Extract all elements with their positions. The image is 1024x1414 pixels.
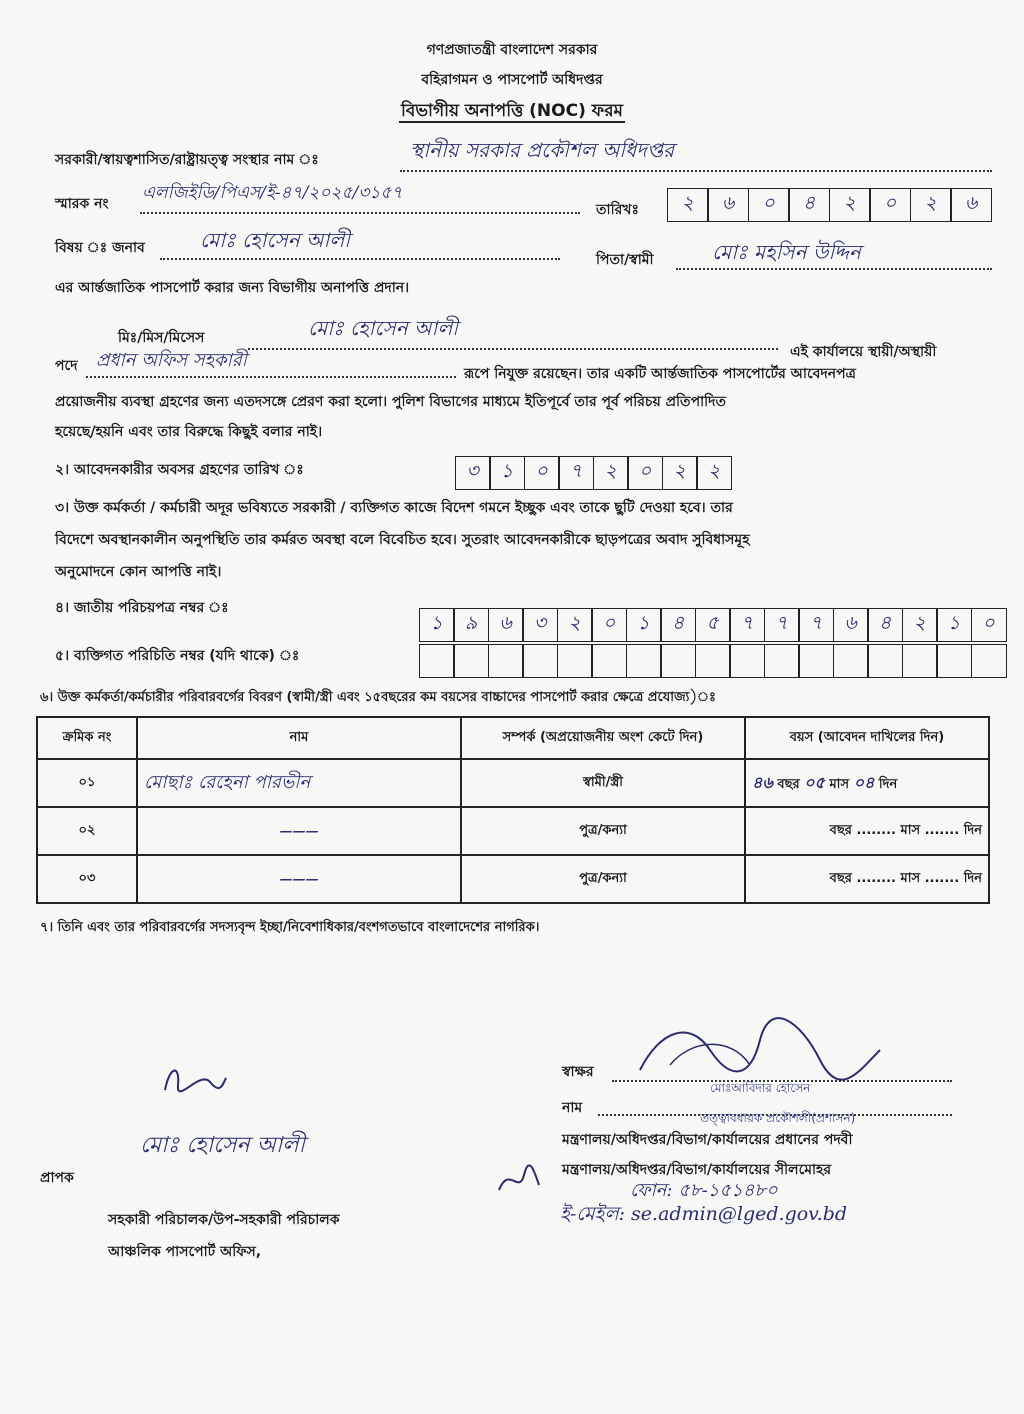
dept-heading: বহিরাগমন ও পাসপোর্ট অধিদপ্তর	[421, 72, 603, 88]
age-days: ০৪	[853, 772, 875, 792]
digit-box[interactable]: ০	[524, 456, 560, 490]
digit-box[interactable]	[453, 644, 489, 678]
office-suffix: এই কার্যালয়ে স্থায়ী/অস্থায়ী	[790, 344, 937, 360]
digit-box[interactable]: ২	[902, 608, 938, 642]
org-label: সরকারী/স্বায়ত্বশাসিত/রাষ্ট্রায়ত্ত্ব সংস্থার নাম ঃ	[55, 152, 319, 168]
digit-box[interactable]: ৬	[707, 188, 749, 222]
unit-year: বছর	[829, 822, 852, 838]
col-serial-header: ক্রমিক নং	[37, 717, 137, 759]
row-relation[interactable]: পুত্র/কন্যা	[461, 807, 745, 855]
unit-day: দিন	[963, 822, 982, 838]
email: ই-মেইল: se.admin@lged.gov.bd	[560, 1203, 848, 1225]
digit-box[interactable]	[902, 644, 938, 678]
age-months: ০৫	[804, 772, 825, 792]
digit-box[interactable]: ৩	[522, 608, 558, 642]
table-row	[37, 759, 989, 807]
digit-box[interactable]	[971, 644, 1007, 678]
family-label: ৬। উক্ত কর্মকর্তা/কর্মচারীর পরিবারবর্গের বিবরণ (স্বামী/স্ত্রী এবং ১৫বছরের কম বয়সের বাচ্চাদের পাসপোর্ট করার ক্ষেত্রে প্রযোজ্য)ঃ	[40, 690, 716, 705]
digit-box[interactable]: ১	[936, 608, 972, 642]
body-name-dotline	[248, 348, 778, 350]
pid-label: ৫। ব্যক্তিগত পরিচিতি নম্বর (যদি থাকে) ঃ	[55, 648, 300, 664]
digit-box[interactable]: ৪	[660, 608, 696, 642]
recipient-line1: সহকারী পরিচালক/উপ-সহকারী পরিচালক	[108, 1212, 340, 1228]
table-row	[37, 855, 989, 903]
phone: ফোন: ৫৮-১৫১৪৮০	[630, 1180, 778, 1201]
body-line4: হয়েছে/হয়নি এবং তার বিরুদ্ধে কিছুই বলার নাই।	[55, 424, 323, 440]
digit-box[interactable]	[798, 644, 834, 678]
father-label: পিতা/স্বামী	[596, 252, 654, 268]
digit-box[interactable]	[626, 644, 662, 678]
applicant-signature-scribble	[160, 1060, 230, 1100]
stamp-post: তত্ত্বাবধায়ক প্রকৌশলী(প্রশাসন)	[700, 1111, 856, 1125]
post-designation-label: মন্ত্রণালয়/অধিদপ্তর/বিভাগ/কার্যালয়ের প্রধানের পদবী	[562, 1132, 853, 1148]
appointed-text: রূপে নিযুক্ত রয়েছেন। তার একটি আর্ন্তজাতিক পাসপোর্টের আবেদনপত্র	[464, 366, 856, 382]
digit-box[interactable]: ০	[591, 608, 627, 642]
item3-line1: ৩। উক্ত কর্মকর্তা / কর্মচারী অদূর ভবিষ্যতে সরকারী / ব্যক্তিগত কাজে বিদেশ গমনে ইচ্ছুক এবং তাকে ছুটি দেওয়া হবে। তার	[55, 500, 733, 516]
stamp-name: মোঃআবিদার হোসেন	[710, 1081, 811, 1095]
digit-box[interactable]: ৭	[729, 608, 765, 642]
unit-day: দিন	[963, 870, 982, 886]
digit-box[interactable]: ০	[869, 188, 911, 222]
digit-box[interactable]: ২	[557, 608, 593, 642]
digit-box[interactable]: ২	[667, 188, 709, 222]
digit-box[interactable]: ০	[627, 456, 663, 490]
row-serial: ০৩	[37, 855, 137, 903]
digit-box[interactable]	[522, 644, 558, 678]
row-name[interactable]: ———	[137, 807, 461, 855]
digit-box[interactable]	[764, 644, 800, 678]
honorific-label: মিঃ/মিস/মিসেস	[118, 330, 205, 346]
body-name[interactable]: মোঃ হোসেন আলী	[308, 316, 458, 340]
digit-box[interactable]: ৯	[453, 608, 489, 642]
digit-box[interactable]: ০	[971, 608, 1007, 642]
family-table	[36, 716, 990, 904]
item7: ৭। তিনি এবং তার পরিবারবর্গের সদস্যবৃন্দ ইচ্ছা/নিবেশাধিকার/বংশগতভাবে বাংলাদেশের নাগরিক।	[40, 920, 540, 935]
subject-label: বিষয় ঃ জনাব	[55, 240, 145, 256]
retire-label: ২। আবেদনকারীর অবসর গ্রহণের তারিখ ঃ	[55, 462, 304, 478]
unit-year: বছর	[777, 776, 800, 792]
memo-label: স্মারক নং	[55, 196, 109, 212]
digit-box[interactable]: ২	[662, 456, 698, 490]
digit-box[interactable]: ৫	[695, 608, 731, 642]
digit-box[interactable]: ৩	[455, 456, 491, 490]
applicant-signature-name: মোঃ হোসেন আলী	[140, 1133, 305, 1158]
digit-box[interactable]: ২	[829, 188, 871, 222]
memo-dotline	[140, 212, 580, 214]
digit-box[interactable]: ২	[593, 456, 629, 490]
subject-line2: এর আর্ন্তজাতিক পাসপোর্ট করার জন্য বিভাগীয় অনাপত্তি প্রদান।	[55, 280, 410, 296]
sign-label: স্বাক্ষর	[562, 1064, 594, 1080]
row-serial: ০১	[37, 759, 137, 807]
digit-box[interactable]	[867, 644, 903, 678]
nid-boxes[interactable]	[420, 608, 1007, 642]
digit-box[interactable]: ৪	[788, 188, 830, 222]
row-age[interactable]	[745, 759, 989, 807]
digit-box[interactable]: ২	[696, 456, 732, 490]
item3-line3: অনুমোদনে কোন আপত্তি নাই।	[55, 564, 222, 580]
digit-box[interactable]: ১	[626, 608, 662, 642]
digit-box[interactable]: ৬	[950, 188, 992, 222]
digit-box[interactable]: ৪	[867, 608, 903, 642]
form-title: বিভাগীয় অনাপত্তি (NOC) ফরম	[401, 101, 623, 121]
unit-year: বছর	[829, 870, 852, 886]
recipient-line2: আঞ্চলিক পাসপোর্ট অফিস,	[108, 1244, 262, 1260]
govt-heading: গণপ্রজাতন্ত্রী বাংলাদেশ সরকার	[426, 42, 598, 58]
body-line3: প্রয়োজনীয় ব্যবস্থা গ্রহণের জন্য এতদসঙ্গে প্রেরণ করা হলো। পুলিশ বিভাগের মাধ্যমে ইতিপূর্বে তার পূর্ব পরিচয় প্রতিপাদিত	[55, 394, 726, 410]
unit-month: মাস	[900, 822, 921, 838]
post-label: পদে	[55, 358, 78, 374]
unit-day: দিন	[878, 776, 898, 792]
digit-box[interactable]	[419, 644, 455, 678]
digit-box[interactable]: ৭	[798, 608, 834, 642]
digit-box[interactable]	[591, 644, 627, 678]
date-label: তারিখঃ	[596, 202, 639, 218]
digit-box[interactable]	[660, 644, 696, 678]
digit-box[interactable]	[695, 644, 731, 678]
digit-box[interactable]: ৭	[764, 608, 800, 642]
row-age[interactable]: বছর ........ মাস ....... দিন	[745, 855, 989, 903]
row-relation[interactable]: স্বামী/স্ত্রী	[461, 759, 745, 807]
digit-box[interactable]: ২	[910, 188, 952, 222]
row-name[interactable]: ———	[137, 855, 461, 903]
digit-box[interactable]: ১	[489, 456, 525, 490]
item3-line2: বিদেশে অবস্থানকালীন অনুপস্থিতি তার কর্মরত অবস্থা বলে বিবেচিত হবে। সুতরাং আবেদনকারীকে ছাড়পত্রের অবাদ সুবিধাসমূহ	[55, 532, 750, 548]
seal-label: মন্ত্রণালয়/অধিদপ্তর/বিভাগ/কার্যালয়ের সীলমোহর	[562, 1162, 832, 1178]
retire-date-boxes[interactable]	[456, 456, 732, 490]
unit-month: মাস	[900, 870, 921, 886]
col-relation-header: সম্পর্ক (অপ্রয়োজনীয় অংশ কেটে দিন)	[461, 717, 745, 759]
digit-box[interactable]: ০	[748, 188, 790, 222]
digit-box[interactable]: ১	[419, 608, 455, 642]
father-value[interactable]: মোঃ মহসিন উদ্দিন	[712, 240, 861, 264]
date-boxes[interactable]	[668, 188, 992, 222]
memo-value[interactable]: এলজিইডি/পিএস/ই-৪৭/২০২৫/৩১৫৭	[142, 183, 403, 203]
row-age[interactable]: বছর ........ মাস ....... দিন	[745, 807, 989, 855]
initial-scribble	[494, 1160, 544, 1200]
family-table-header	[37, 717, 989, 759]
unit-month: মাস	[829, 776, 850, 792]
digit-box[interactable]	[833, 644, 869, 678]
digit-box[interactable]	[936, 644, 972, 678]
table-row	[37, 807, 989, 855]
org-value[interactable]: স্থানীয় সরকার প্রকৌশল অধিদপ্তর	[410, 138, 675, 162]
digit-box[interactable]: ৭	[558, 456, 594, 490]
row-relation[interactable]: পুত্র/কন্যা	[461, 855, 745, 903]
col-name-header: নাম	[137, 717, 461, 759]
name-label: নাম	[562, 1100, 583, 1116]
digit-box[interactable]	[488, 644, 524, 678]
officer-signature	[630, 1010, 890, 1090]
org-dotline	[400, 170, 992, 172]
age-years: ৪৬	[752, 772, 773, 792]
row-name[interactable]: মোছাঃ রেহেনা পারভীন	[137, 759, 461, 807]
digit-box[interactable]	[729, 644, 765, 678]
recipient-label: প্রাপক	[40, 1170, 74, 1186]
digit-box[interactable]: ৬	[833, 608, 869, 642]
col-age-header: বয়স (আবেদন দাখিলের দিন)	[745, 717, 989, 759]
nid-label: ৪। জাতীয় পরিচয়পত্র নম্বর ঃ	[55, 600, 229, 616]
post-value[interactable]: প্রধান অফিস সহকারী	[96, 350, 247, 371]
digit-box[interactable]	[557, 644, 593, 678]
subject-name[interactable]: মোঃ হোসেন আলী	[200, 228, 350, 252]
row-serial: ০২	[37, 807, 137, 855]
digit-box[interactable]: ৬	[488, 608, 524, 642]
pid-boxes[interactable]	[420, 644, 1007, 678]
